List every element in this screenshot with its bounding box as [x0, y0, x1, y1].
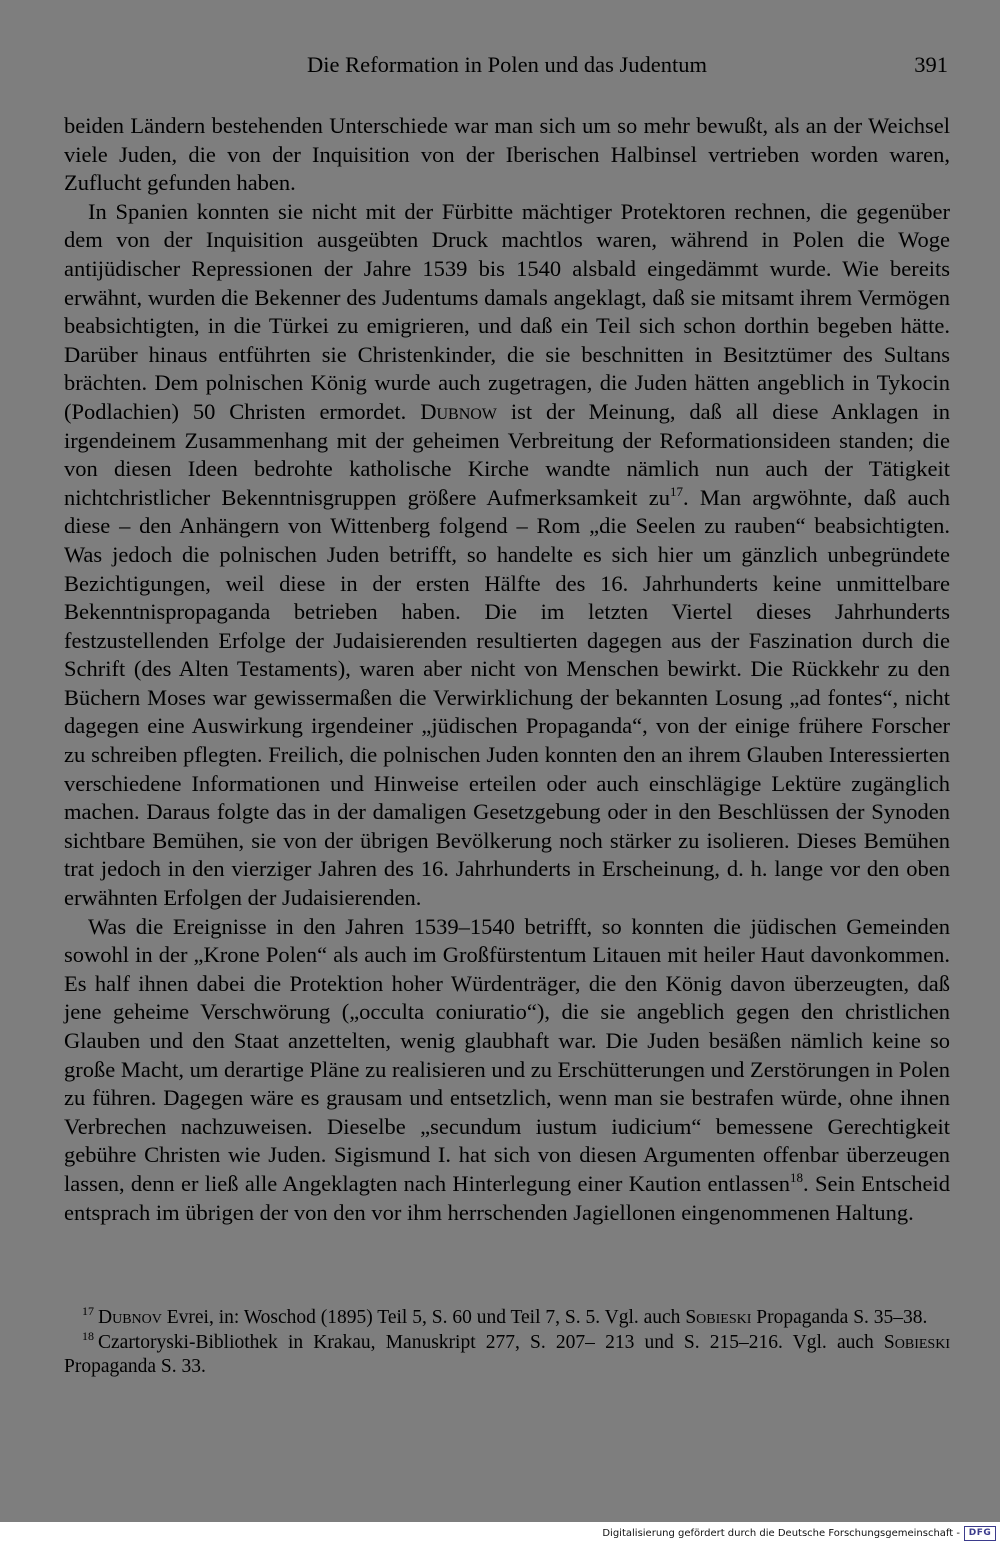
digitization-footer — [0, 1522, 1000, 1545]
paragraph-2-text-a: In Spanien konnten sie nicht mit der Fürbitte mächtiger Protektoren rechnen, die gegenüber dem von der Inquisition ausgeübten Druck machtlos waren, während in Polen die Woge antijüdischer Repressionen der Jahre 1539 bis 1540 alsbald eingedämmt wurde. Wie bereits erwähnt, wurden die Bekenner des Judentums damals angeklagt, daß sie mitsamt ihrem Vermögen beabsichtigten, in die Türkei zu emigrieren, und daß ein Teil sich schon dorthin begeben hätte. Darüber hinaus entführten sie Christenkinder, die sie beschnitten in Besitztümer des Sultans brächten. Dem polnischen König wurde auch zugetragen, die Juden hätten angeblich in Tykocin (Podlachien) 50 Christen ermordet. — [64, 198, 950, 424]
page-number: 391 — [914, 52, 948, 77]
funding-credit: Digitalisierung gefördert durch die Deutsche Forschungsgemeinschaft - — [602, 1528, 960, 1539]
body-text — [64, 112, 950, 1227]
footnote-text-a: Czartoryski-Bibliothek in Krakau, Manuskript 277, S. 207– 213 und S. 215–216. Vgl. auch — [98, 1331, 884, 1353]
footnote-18 — [64, 1328, 950, 1380]
footnote-text-b: Propaganda S. 35–38. — [751, 1307, 928, 1328]
paragraph-2-text-c: . Man argwöhnte, daß auch diese – den Anhängern von Wittenberg folgend – Rom „die Seelen zu rauben“ beabsichtigten. Was jedoch die polnischen Juden betrifft, so handelte es sich hier um gänzlich unbegründete Bezichtigungen, weil diese in der ersten Hälfte des 16. Jahrhunderts keine unmittelbare Bekenntnispropaganda betrieben haben. Die im letzten Viertel dieses Jahrhunderts festzustellenden Erfolge der Judaisierenden resultierten dagegen aus der Faszination durch die Schrift (des Alten Testaments), waren aber nicht von Menschen bewirkt. Die Rückkehr zu den Büchern Moses war gewissermaßen die Verwirklichung der bekannten Losung „ad fontes“, nicht dagegen eine Auswirkung irgendeiner „jüdischen Propaganda“, von der einige frühere Forscher zu schreiben pflegten. Freilich, die polnischen Juden konnten den an ihrem Glauben Interessierten verschiedene Informationen und Hinweise erteilen oder auch einschlägige Lektüre zugänglich machen. Daraus folgte das in der damaligen Gesetzgebung oder in den Beschlüssen der Synoden sichtbare Bemühen, sie von der übrigen Bevölkerung noch stärker zu isolieren. Dieses Bemühen trat jedoch in den vierziger Jahren des 16. Jahrhunderts in Erscheinung, d. h. lange vor den oben erwähnten Erfolgen der Judaisierenden. — [64, 484, 950, 911]
paragraph-3-text-b: . Sein Entscheid entsprach im übrigen der von den vor ihm herrschenden Jagiellonen eingenommenen Haltung. — [64, 1170, 950, 1225]
footnote-ref-17: 17 — [670, 483, 684, 499]
paragraph-2-text-b: ist der Meinung, daß all diese Anklagen in irgendeinem Zusammenhang mit der geheimen Verbreitung der Reformationsideen standen; die von diesen Ideen bedrohte katholische Kirche wandte nämlich nun auch der Tätigkeit nichtchristlicher Bekenntnisgruppen größere Aufmerksamkeit zu — [64, 398, 951, 510]
paragraph-1 — [64, 112, 950, 198]
paragraph-1-text: beiden Ländern bestehenden Unterschiede war man sich um so mehr bewußt, als an der Weichsel viele Juden, die von der Inquisition von der Iberischen Halbinsel vertrieben worden waren, Zuflucht gefunden haben. — [64, 113, 950, 196]
footnote-author: Dubnov — [98, 1307, 162, 1328]
footnote-author: Sobieski — [883, 1331, 950, 1353]
running-title: Die Reformation in Polen und das Judentum — [307, 52, 707, 77]
footnote-number: 17 — [82, 1304, 94, 1318]
footnote-text-a: Evrei, in: Woschod (1895) Teil 5, S. 60 und Teil 7, S. 5. Vgl. auch — [161, 1307, 686, 1328]
footnote-text-b: Propaganda S. 33. — [64, 1356, 206, 1377]
footnote-number: 18 — [82, 1328, 94, 1343]
footnotes — [64, 1306, 950, 1380]
footnote-author: Sobieski — [685, 1307, 752, 1328]
footnote-ref-18: 18 — [790, 1169, 804, 1185]
footnote-17 — [64, 1306, 950, 1331]
paragraph-2 — [64, 198, 950, 913]
author-dubnow: Dubnow — [420, 398, 497, 424]
dfg-logo: DFG — [964, 1526, 996, 1541]
paragraph-3-text-a: Was die Ereignisse in den Jahren 1539–1540 betrifft, so konnten die jüdischen Gemeinden sowohl in der „Krone Polen“ als auch im Großfürstentum Litauen mit heiler Haut davonkommen. Es half ihnen dabei die Protektion hoher Würdenträger, die den König davon überzeugten, daß jene geheime Verschwörung („occulta coniuratio“), die sie angeblich gegen den christlichen Glauben und den Staat anzettelten, wenig glaubhaft war. Die Juden besäßen nämlich keine so große Macht, um derartige Pläne zu realisieren und zu Erschütterungen und Zerstörungen in Polen zu führen. Dagegen wäre es grausam und entsetzlich, wenn man sie bestrafen würde, ohne ihnen Verbrechen nachzuweisen. Dieselbe „secundum iustum iudicium“ bemessene Gerechtigkeit gebühre Christen wie Juden. Sigismund I. hat sich von diesen Argumenten offenbar überzeugen lassen, denn er ließ alle Angeklagten nach Hinterlegung einer Kaution entlassen — [64, 913, 950, 1196]
running-head — [64, 50, 950, 84]
paragraph-3 — [64, 913, 950, 1228]
